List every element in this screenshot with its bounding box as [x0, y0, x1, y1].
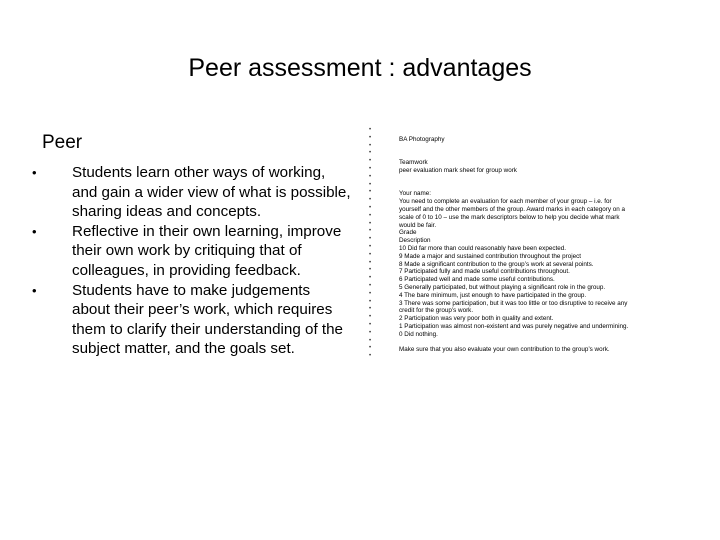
- sheet-line: [369, 214, 679, 222]
- sheet-line: [369, 128, 679, 136]
- left-column: [32, 131, 352, 359]
- bullet-marker: •: [32, 165, 37, 180]
- sheet-bullet: •: [369, 228, 372, 235]
- sheet-line-text: 10 Did far more than could reasonably have been expected.: [399, 244, 566, 252]
- bullet-marker: •: [32, 282, 37, 298]
- sheet-line: [369, 346, 679, 354]
- sheet-line: [369, 144, 679, 152]
- sheet-line: [369, 276, 679, 284]
- peer-evaluation-sheet: [369, 128, 679, 362]
- sheet-line-text: credit for the group’s work.: [399, 307, 474, 315]
- sheet-line: [369, 354, 679, 362]
- slide-title: Peer assessment : advantages: [188, 54, 532, 82]
- sheet-line: [369, 159, 679, 167]
- sheet-line-text: BA Photography: [399, 135, 445, 143]
- advantage-text: Reflective in their own learning, improve their own work by critiquing that of colleagues, in providing feedback.: [72, 222, 342, 279]
- sheet-line: [369, 261, 679, 269]
- advantage-text: Students have to make judgements about their peer’s work, which requires them to clarify their understanding of the subject matter, and the goals set.: [72, 281, 343, 358]
- advantages-list: [32, 163, 352, 359]
- sheet-line: [369, 237, 679, 245]
- advantage-item: [32, 163, 352, 222]
- sheet-line: [369, 190, 679, 198]
- sheet-bullet: •: [369, 314, 372, 321]
- sheet-bullet: •: [369, 337, 372, 344]
- sheet-line: [369, 222, 679, 230]
- sheet-line: [369, 167, 679, 175]
- sheet-line: [369, 183, 679, 191]
- sheet-line: [369, 245, 679, 253]
- sheet-line-text: 0 Did nothing.: [399, 330, 438, 338]
- sheet-line: [369, 151, 679, 159]
- sheet-line-text: 1 Participation was almost non-existent and was purely negative and undermining.: [399, 322, 629, 330]
- left-heading: Peer: [42, 132, 83, 153]
- sheet-bullet: •: [369, 345, 372, 352]
- sheet-line: [369, 175, 679, 183]
- sheet-bullet: •: [369, 290, 372, 297]
- sheet-line-text: Teamwork: [399, 159, 428, 167]
- sheet-line-text: peer evaluation mark sheet for group work: [399, 166, 517, 174]
- sheet-bullet: •: [369, 236, 372, 243]
- sheet-line: [369, 284, 679, 292]
- sheet-bullet: •: [369, 220, 372, 227]
- sheet-bullet: •: [369, 212, 372, 219]
- sheet-line-text: 5 Generally participated, but without playing a significant role in the group.: [399, 283, 606, 291]
- sheet-line: [369, 331, 679, 339]
- sheet-line: [369, 307, 679, 315]
- sheet-bullet: •: [369, 321, 372, 328]
- sheet-line-text: would be fair.: [399, 221, 437, 229]
- sheet-line: [369, 268, 679, 276]
- sheet-line-text: yourself and the other members of the group. Award marks in each category on a: [399, 205, 625, 213]
- sheet-line: [369, 253, 679, 261]
- sheet-line: [369, 315, 679, 323]
- sheet-bullet: •: [369, 173, 372, 180]
- sheet-line-text: Grade: [399, 229, 417, 237]
- sheet-bullet: •: [369, 267, 372, 274]
- sheet-bullet: •: [369, 158, 372, 165]
- sheet-line: [369, 300, 679, 308]
- sheet-line-text: 3 There was some participation, but it was too little or too disruptive to receive any: [399, 299, 628, 307]
- sheet-line-text: 9 Made a major and sustained contribution throughout the project: [399, 252, 582, 260]
- sheet-bullet: •: [369, 329, 372, 336]
- sheet-bullet: •: [369, 259, 372, 266]
- sheet-bullet: •: [369, 204, 372, 211]
- sheet-line-text: Make sure that you also evaluate your own contribution to the group’s work.: [399, 346, 610, 354]
- sheet-line-text: scale of 0 to 10 – use the mark descriptors below to help you decide what mark: [399, 213, 620, 221]
- sheet-line-text: 4 The bare minimum, just enough to have participated in the group.: [399, 291, 587, 299]
- sheet-bullet: •: [369, 298, 372, 305]
- sheet-bullet: •: [369, 134, 372, 141]
- sheet-line: [369, 339, 679, 347]
- sheet-line: [369, 292, 679, 300]
- sheet-bullet: •: [369, 251, 372, 258]
- sheet-line-text: You need to complete an evaluation for each member of your group – i.e. for: [399, 198, 612, 206]
- sheet-bullet: •: [369, 243, 372, 250]
- sheet-line: [369, 206, 679, 214]
- sheet-bullet: •: [369, 282, 372, 289]
- sheet-line: [369, 229, 679, 237]
- sheet-bullet: •: [369, 189, 372, 196]
- sheet-line-text: Your name:: [399, 190, 431, 198]
- sheet-bullet: •: [369, 181, 372, 188]
- sheet-bullet: •: [369, 165, 372, 172]
- sheet-line-text: Description: [399, 237, 431, 245]
- sheet-line-text: 2 Participation was very poor both in quality and extent.: [399, 315, 554, 323]
- sheet-bullet: •: [369, 142, 372, 149]
- sheet-line: [369, 323, 679, 331]
- sheet-line: [369, 136, 679, 144]
- sheet-bullet: •: [369, 127, 372, 133]
- bullet-marker: •: [32, 223, 37, 239]
- sheet-line-text: 7 Participated fully and made useful contributions throughout.: [399, 268, 570, 276]
- sheet-line-text: 8 Made a significant contribution to the group’s work at several points.: [399, 260, 594, 268]
- advantage-text: Students learn other ways of working, and gain a wider view of what is possible, sharing ideas and concepts.: [72, 164, 351, 221]
- sheet-bullet: •: [369, 275, 372, 282]
- sheet-bullet: •: [369, 353, 372, 360]
- sheet-line-text: 6 Participated well and made some useful contributions.: [399, 276, 555, 284]
- sheet-bullet: •: [369, 150, 372, 157]
- sheet-bullet: •: [369, 306, 372, 313]
- advantage-item: [32, 222, 352, 281]
- advantage-item: [32, 281, 352, 359]
- sheet-line: [369, 198, 679, 206]
- sheet-bullet: •: [369, 197, 372, 204]
